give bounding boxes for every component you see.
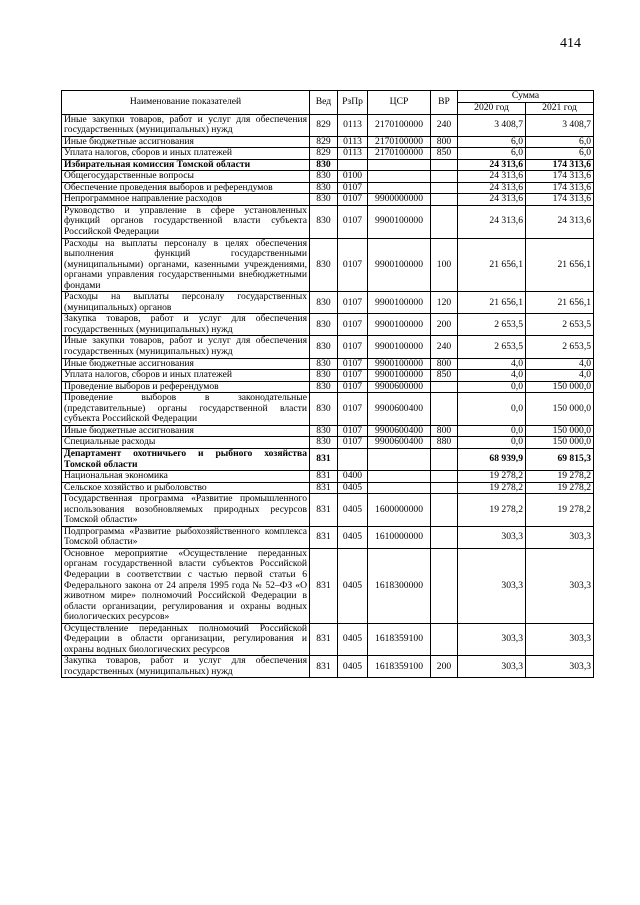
row-sum-2020: 2 653,5 (458, 314, 526, 336)
row-rzpr: 0107 (338, 238, 368, 292)
row-name: Проведение выборов в законодательные (представительные) органы государственной власти субъекта Российской Федерации (62, 393, 310, 426)
row-vr: 200 (431, 656, 458, 678)
row-rzpr: 0405 (338, 623, 368, 656)
header-sum: Сумма (458, 91, 594, 103)
row-rzpr: 0107 (338, 393, 368, 426)
header-rzpr: РзПр (338, 91, 368, 115)
row-csr: 2170100000 (368, 148, 431, 160)
row-sum-2020: 4,0 (458, 358, 526, 370)
row-name: Расходы на выплаты персоналу государственных (муниципальных) органов (62, 292, 310, 314)
table-row (62, 381, 594, 393)
table-row (62, 471, 594, 483)
row-sum-2021: 150 000,0 (526, 425, 594, 437)
row-csr: 9900100000 (368, 358, 431, 370)
row-name: Государственная программа «Развитие промышленного использования возобновляемых природных ресурсов Томской области» (62, 494, 310, 527)
row-vr (431, 182, 458, 194)
table-row (62, 448, 594, 470)
row-csr (368, 482, 431, 494)
table-row (62, 623, 594, 656)
row-sum-2021: 303,3 (526, 548, 594, 623)
row-rzpr: 0113 (338, 114, 368, 136)
row-rzpr: 0100 (338, 171, 368, 183)
header-csr: ЦСР (368, 91, 431, 115)
table-row (62, 656, 594, 678)
row-csr: 1618359100 (368, 623, 431, 656)
row-name: Национальная экономика (62, 471, 310, 483)
row-sum-2021: 4,0 (526, 370, 594, 382)
header-year-2021: 2021 год (526, 102, 594, 114)
row-rzpr: 0400 (338, 471, 368, 483)
row-sum-2020: 6,0 (458, 136, 526, 148)
row-csr: 9900100000 (368, 238, 431, 292)
row-rzpr: 0405 (338, 494, 368, 527)
row-rzpr: 0107 (338, 314, 368, 336)
row-sum-2020: 24 313,6 (458, 205, 526, 238)
row-sum-2020: 4,0 (458, 370, 526, 382)
row-ved: 830 (310, 194, 338, 206)
table-row (62, 238, 594, 292)
table-row (62, 194, 594, 206)
table-row (62, 292, 594, 314)
row-ved: 831 (310, 482, 338, 494)
row-name: Осуществление переданных полномочий Российской Федерации в области организации, регулирования и охраны водных биологических ресурсов (62, 623, 310, 656)
row-rzpr: 0113 (338, 136, 368, 148)
header-name: Наименование показателей (62, 91, 310, 115)
table-row (62, 482, 594, 494)
row-ved: 830 (310, 171, 338, 183)
row-sum-2021: 4,0 (526, 358, 594, 370)
row-vr (431, 526, 458, 548)
row-vr: 240 (431, 114, 458, 136)
row-ved: 831 (310, 471, 338, 483)
row-csr: 9900100000 (368, 314, 431, 336)
row-csr (368, 171, 431, 183)
row-vr (431, 494, 458, 527)
row-csr: 1610000000 (368, 526, 431, 548)
table-row (62, 205, 594, 238)
row-rzpr: 0107 (338, 381, 368, 393)
table-row (62, 393, 594, 426)
table-row (62, 114, 594, 136)
row-sum-2021: 69 815,3 (526, 448, 594, 470)
row-rzpr: 0107 (338, 205, 368, 238)
row-vr (431, 171, 458, 183)
row-vr: 240 (431, 336, 458, 358)
row-vr: 100 (431, 238, 458, 292)
row-ved: 830 (310, 425, 338, 437)
row-vr (431, 194, 458, 206)
row-name: Основное мероприятие «Осуществление переданных органам государственной власти субъектов Российской Федерации в соответствии с частью первой статьи 6 Федерального закона от 24 апреля 1995 года № 52–ФЗ «О животном мире» полномочий Российской Федерации в области организации, регулирования и охраны водных биологических ресурсов» (62, 548, 310, 623)
row-rzpr: 0107 (338, 336, 368, 358)
row-vr: 120 (431, 292, 458, 314)
row-name: Уплата налогов, сборов и иных платежей (62, 370, 310, 382)
row-csr (368, 471, 431, 483)
row-ved: 831 (310, 623, 338, 656)
row-vr: 200 (431, 314, 458, 336)
row-csr: 9900000000 (368, 194, 431, 206)
row-sum-2020: 303,3 (458, 548, 526, 623)
row-sum-2020: 0,0 (458, 437, 526, 449)
row-rzpr: 0405 (338, 656, 368, 678)
row-ved: 830 (310, 336, 338, 358)
row-sum-2021: 21 656,1 (526, 292, 594, 314)
table-row (62, 171, 594, 183)
row-name: Общегосударственные вопросы (62, 171, 310, 183)
row-rzpr: 0107 (338, 358, 368, 370)
row-csr: 9900100000 (368, 370, 431, 382)
row-sum-2021: 19 278,2 (526, 471, 594, 483)
row-sum-2021: 174 313,6 (526, 159, 594, 171)
row-sum-2021: 303,3 (526, 623, 594, 656)
row-sum-2020: 21 656,1 (458, 238, 526, 292)
row-ved: 829 (310, 136, 338, 148)
row-sum-2021: 2 653,5 (526, 336, 594, 358)
row-vr (431, 623, 458, 656)
row-csr (368, 159, 431, 171)
row-sum-2021: 303,3 (526, 526, 594, 548)
row-name: Иные бюджетные ассигнования (62, 425, 310, 437)
table-body (62, 114, 594, 678)
row-sum-2020: 19 278,2 (458, 482, 526, 494)
row-sum-2020: 6,0 (458, 148, 526, 160)
row-vr (431, 205, 458, 238)
row-vr: 800 (431, 358, 458, 370)
row-sum-2020: 0,0 (458, 425, 526, 437)
row-sum-2020: 21 656,1 (458, 292, 526, 314)
row-sum-2021: 3 408,7 (526, 114, 594, 136)
row-vr: 850 (431, 370, 458, 382)
table-row (62, 136, 594, 148)
row-sum-2020: 68 939,9 (458, 448, 526, 470)
row-ved: 829 (310, 148, 338, 160)
row-csr: 9900100000 (368, 336, 431, 358)
row-sum-2021: 21 656,1 (526, 238, 594, 292)
row-csr: 2170100000 (368, 136, 431, 148)
budget-table (61, 90, 594, 678)
row-sum-2021: 174 313,6 (526, 182, 594, 194)
row-vr (431, 159, 458, 171)
row-ved: 831 (310, 494, 338, 527)
table-row (62, 437, 594, 449)
row-ved: 830 (310, 437, 338, 449)
row-csr: 1618300000 (368, 548, 431, 623)
row-rzpr: 0405 (338, 548, 368, 623)
row-csr: 9900600400 (368, 437, 431, 449)
row-csr: 9900600400 (368, 425, 431, 437)
row-ved: 830 (310, 358, 338, 370)
row-ved: 831 (310, 526, 338, 548)
row-sum-2021: 6,0 (526, 148, 594, 160)
row-name: Иные бюджетные ассигнования (62, 136, 310, 148)
row-sum-2021: 150 000,0 (526, 437, 594, 449)
row-vr (431, 548, 458, 623)
row-name: Подпрограмма «Развитие рыбохозяйственного комплекса Томской области» (62, 526, 310, 548)
table-row (62, 494, 594, 527)
row-ved: 829 (310, 114, 338, 136)
row-csr: 9900600400 (368, 393, 431, 426)
header-year-2020: 2020 год (458, 102, 526, 114)
row-sum-2020: 2 653,5 (458, 336, 526, 358)
row-ved: 831 (310, 448, 338, 470)
header-vr: ВР (431, 91, 458, 115)
row-sum-2021: 150 000,0 (526, 393, 594, 426)
row-rzpr: 0405 (338, 482, 368, 494)
row-vr (431, 393, 458, 426)
row-sum-2020: 303,3 (458, 623, 526, 656)
row-name: Проведение выборов и референдумов (62, 381, 310, 393)
row-csr (368, 448, 431, 470)
row-ved: 830 (310, 370, 338, 382)
row-ved: 830 (310, 292, 338, 314)
row-csr: 9900100000 (368, 205, 431, 238)
row-name: Департамент охотничьего и рыбного хозяйства Томской области (62, 448, 310, 470)
row-sum-2021: 19 278,2 (526, 494, 594, 527)
table-row (62, 526, 594, 548)
row-vr: 880 (431, 437, 458, 449)
row-csr: 2170100000 (368, 114, 431, 136)
table-row (62, 159, 594, 171)
table-row (62, 314, 594, 336)
row-name: Уплата налогов, сборов и иных платежей (62, 148, 310, 160)
row-name: Закупка товаров, работ и услуг для обеспечения государственных (муниципальных) нужд (62, 314, 310, 336)
row-sum-2020: 0,0 (458, 393, 526, 426)
table-row (62, 370, 594, 382)
row-csr (368, 182, 431, 194)
row-csr: 9900100000 (368, 292, 431, 314)
row-rzpr: 0107 (338, 194, 368, 206)
row-rzpr: 0107 (338, 425, 368, 437)
row-rzpr (338, 448, 368, 470)
row-sum-2020: 303,3 (458, 656, 526, 678)
page-number: 414 (560, 36, 581, 51)
row-ved: 830 (310, 159, 338, 171)
row-rzpr: 0107 (338, 292, 368, 314)
row-ved: 830 (310, 314, 338, 336)
row-ved: 830 (310, 205, 338, 238)
row-rzpr (338, 159, 368, 171)
row-rzpr: 0107 (338, 182, 368, 194)
row-sum-2021: 174 313,6 (526, 171, 594, 183)
row-name: Непрограммное направление расходов (62, 194, 310, 206)
row-name: Сельское хозяйство и рыболовство (62, 482, 310, 494)
row-sum-2021: 174 313,6 (526, 194, 594, 206)
row-csr: 9900600000 (368, 381, 431, 393)
row-sum-2021: 303,3 (526, 656, 594, 678)
row-ved: 830 (310, 182, 338, 194)
row-vr (431, 448, 458, 470)
row-vr (431, 482, 458, 494)
table-row (62, 182, 594, 194)
row-rzpr: 0405 (338, 526, 368, 548)
row-sum-2021: 6,0 (526, 136, 594, 148)
row-rzpr: 0107 (338, 370, 368, 382)
row-sum-2020: 3 408,7 (458, 114, 526, 136)
header-ved: Вед (310, 91, 338, 115)
table-row (62, 148, 594, 160)
row-vr: 850 (431, 148, 458, 160)
row-sum-2021: 19 278,2 (526, 482, 594, 494)
table-row (62, 336, 594, 358)
row-sum-2020: 19 278,2 (458, 494, 526, 527)
row-vr (431, 471, 458, 483)
row-csr: 1600000000 (368, 494, 431, 527)
row-sum-2020: 24 313,6 (458, 182, 526, 194)
row-ved: 831 (310, 656, 338, 678)
row-ved: 830 (310, 238, 338, 292)
row-sum-2021: 150 000,0 (526, 381, 594, 393)
table-row (62, 548, 594, 623)
row-ved: 830 (310, 393, 338, 426)
row-sum-2020: 19 278,2 (458, 471, 526, 483)
row-sum-2021: 24 313,6 (526, 205, 594, 238)
table-row (62, 358, 594, 370)
row-rzpr: 0113 (338, 148, 368, 160)
row-sum-2020: 24 313,6 (458, 171, 526, 183)
row-name: Иные бюджетные ассигнования (62, 358, 310, 370)
row-vr: 800 (431, 425, 458, 437)
row-sum-2021: 2 653,5 (526, 314, 594, 336)
row-name: Иные закупки товаров, работ и услуг для обеспечения государственных (муниципальных) нужд (62, 336, 310, 358)
table-row (62, 425, 594, 437)
row-sum-2020: 24 313,6 (458, 194, 526, 206)
row-vr (431, 381, 458, 393)
row-csr: 1618359100 (368, 656, 431, 678)
row-sum-2020: 24 313,6 (458, 159, 526, 171)
row-name: Избирательная комиссия Томской области (62, 159, 310, 171)
row-name: Расходы на выплаты персоналу в целях обеспечения выполнения функций государственными (муниципальными) органами, казенными учреждениями, органами управления государственными внебюджетными фондами (62, 238, 310, 292)
row-ved: 830 (310, 381, 338, 393)
row-sum-2020: 303,3 (458, 526, 526, 548)
row-name: Закупка товаров, работ и услуг для обеспечения государственных (муниципальных) нужд (62, 656, 310, 678)
row-vr: 800 (431, 136, 458, 148)
row-name: Руководство и управление в сфере установленных функций органов государственной власти субъекта Российской Федерации (62, 205, 310, 238)
row-name: Специальные расходы (62, 437, 310, 449)
row-sum-2020: 0,0 (458, 381, 526, 393)
row-rzpr: 0107 (338, 437, 368, 449)
row-ved: 831 (310, 548, 338, 623)
row-name: Обеспечение проведения выборов и референдумов (62, 182, 310, 194)
row-name: Иные закупки товаров, работ и услуг для обеспечения государственных (муниципальных) нужд (62, 114, 310, 136)
